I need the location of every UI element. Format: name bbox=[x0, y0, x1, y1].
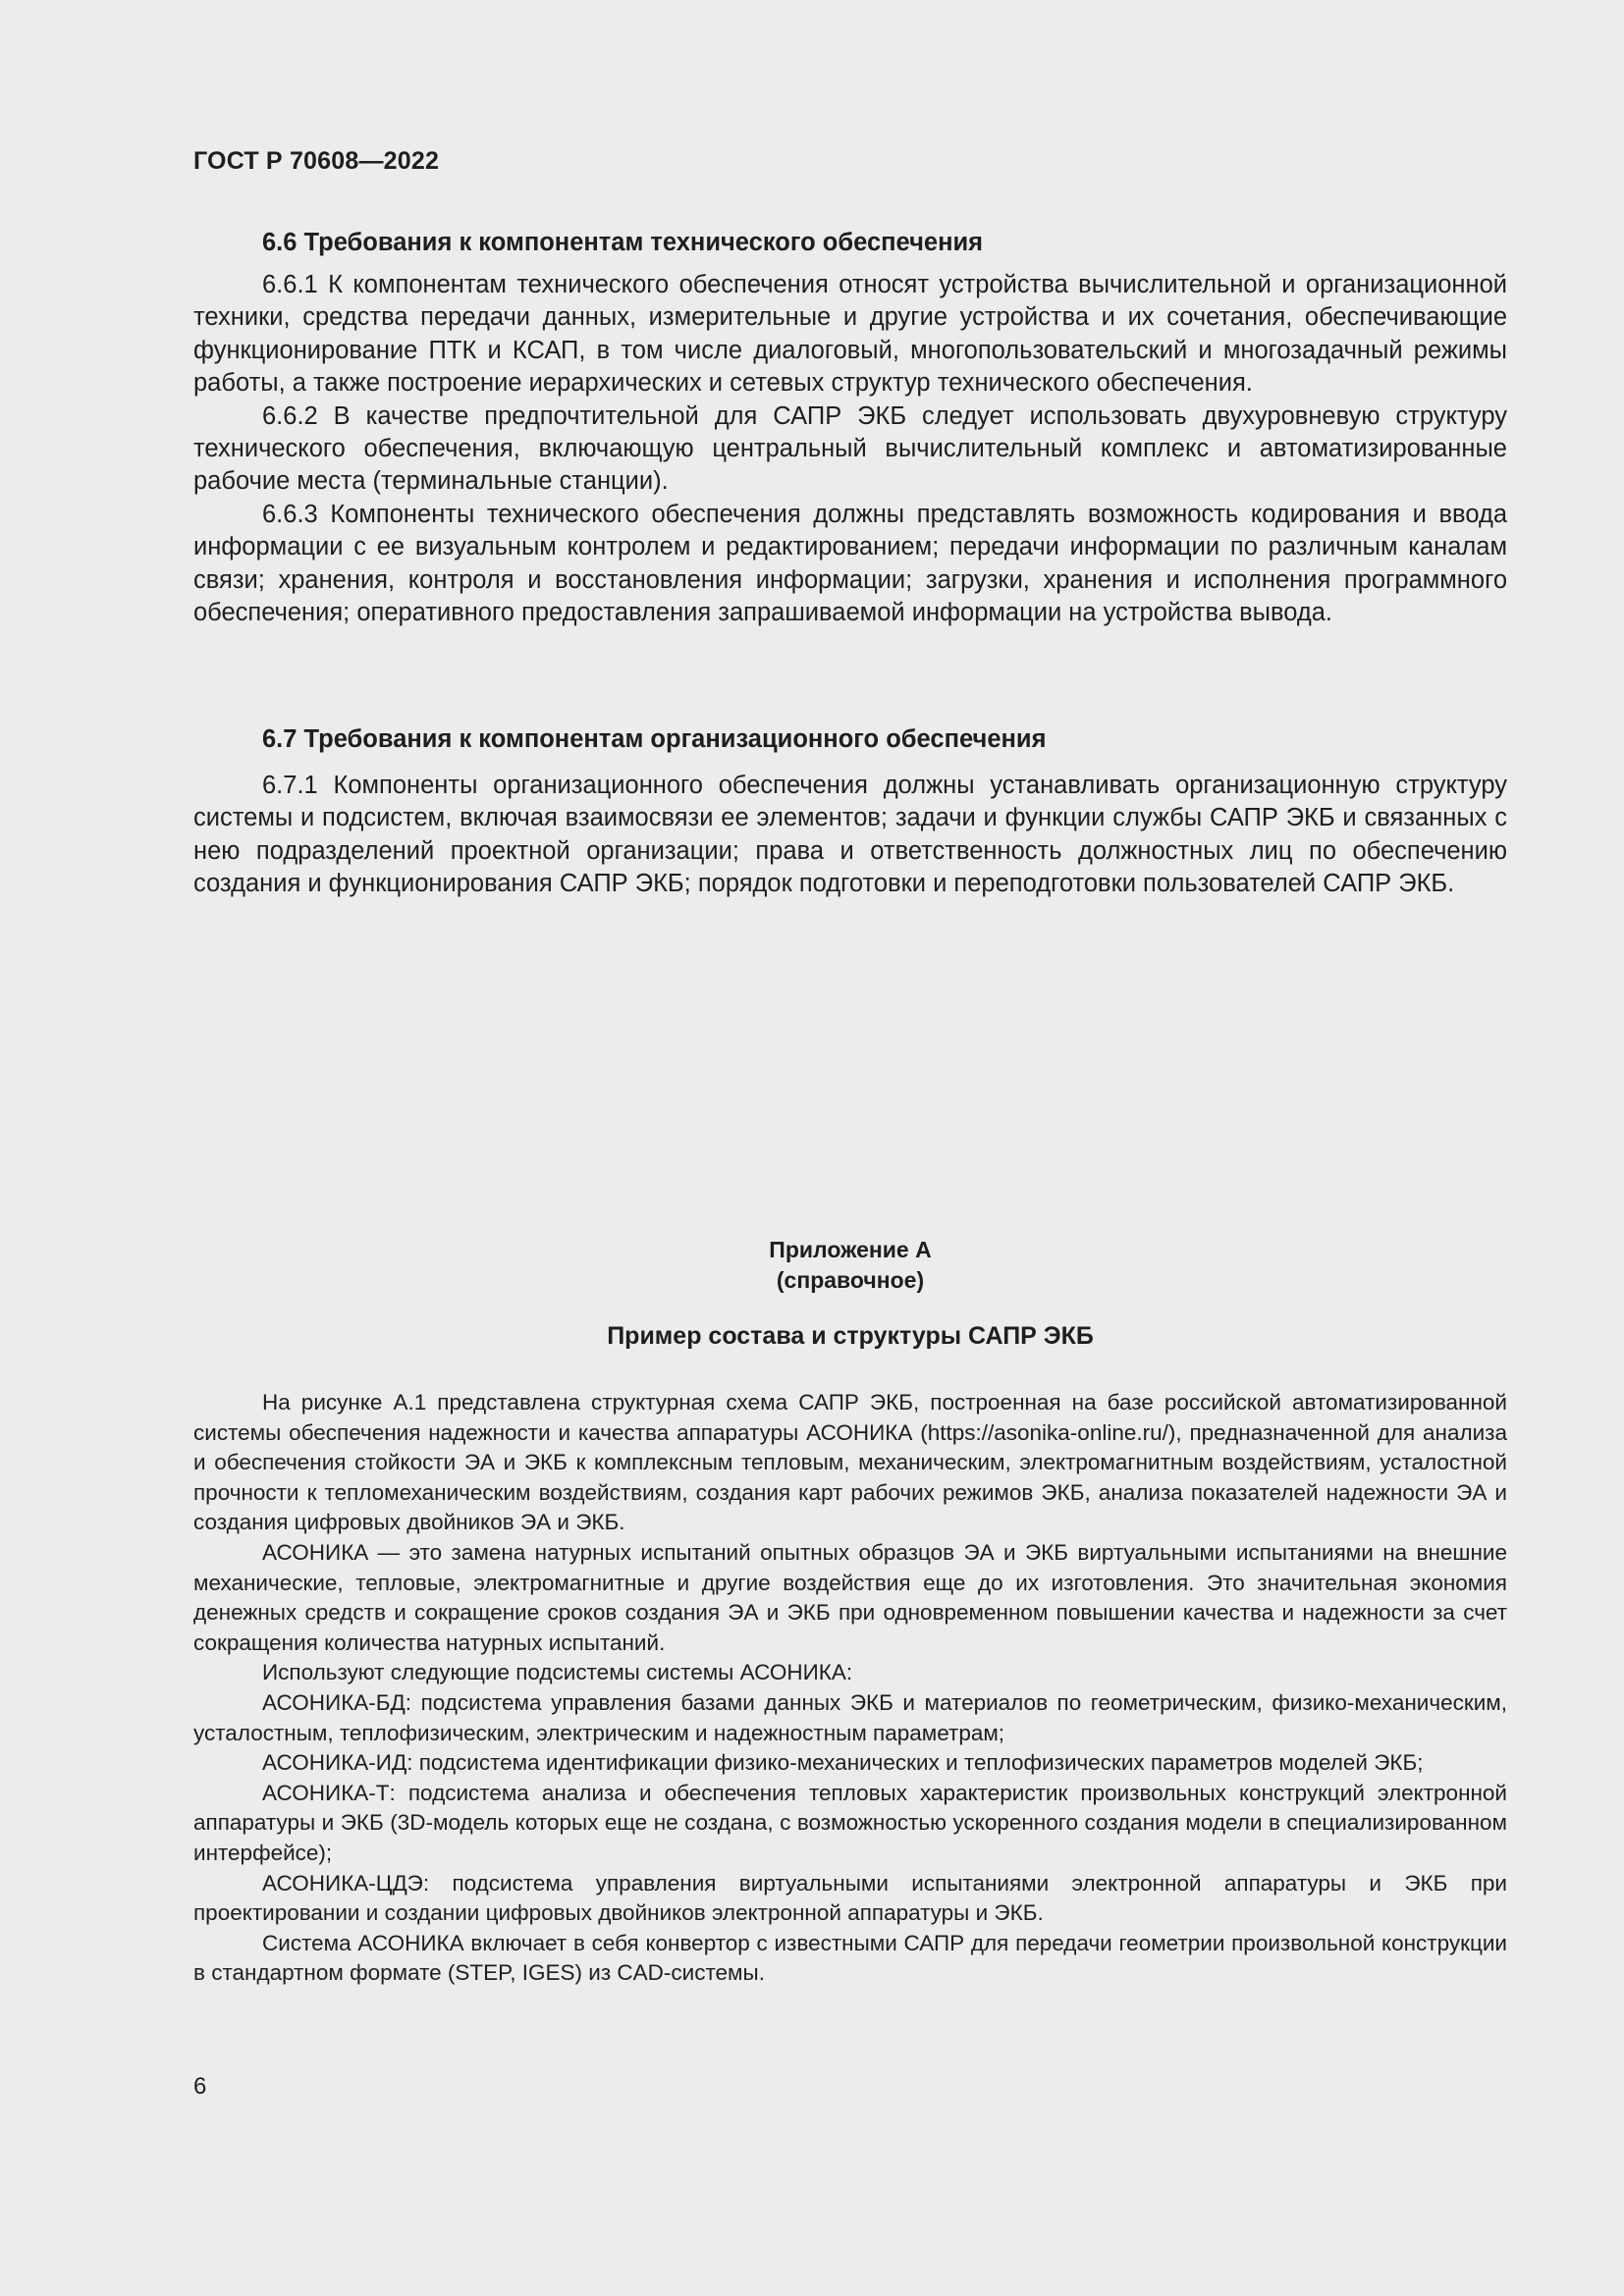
section-6-7 bbox=[193, 722, 1507, 901]
paragraph: 6.6.3 Компоненты технического обеспечения должны представлять возможность кодирования и ввода информации с ее визуальным контролем и редактированием; передачи информации по различным каналам связи; хранения, контроля и восстановления информации; загрузки, хранения и исполнения программного обеспечения; оперативного предоставления запрашиваемой информации на устройства вывода. bbox=[193, 500, 1507, 627]
appendix-body bbox=[193, 1388, 1507, 1989]
section-title: 6.6 Требования к компонентам технического обеспечения bbox=[262, 229, 984, 256]
paragraph: АСОНИКА — это замена натурных испытаний опытных образцов ЭА и ЭКБ виртуальными испытаниями на внешние механические, тепловые, электромагнитные и другие воздействия еще до их изготовления. Это значительная экономия денежных средств и сокращение сроков создания ЭА и ЭКБ при одновременном повышении качества и надежности за счет сокращения количества натурных испытаний. bbox=[193, 1539, 1507, 1655]
appendix-type: (справочное) bbox=[776, 1267, 925, 1293]
paragraph: АСОНИКА-ИД: подсистема идентификации физико-механических и теплофизических параметров моделей ЭКБ; bbox=[262, 1750, 1424, 1776]
appendix-heading bbox=[193, 1235, 1507, 1353]
paragraph: АСОНИКА-ЦДЭ: подсистема управления виртуальными испытаниями электронной аппаратуры и ЭКБ при проектировании и создании цифровых двойников электронной аппаратуры и ЭКБ. bbox=[193, 1870, 1507, 1926]
section-6-6 bbox=[193, 226, 1507, 629]
paragraph: 6.6.2 В качестве предпочтительной для САПР ЭКБ следует использовать двухуровневую структуру технического обеспечения, включающую центральный вычислительный комплекс и автоматизированные рабочие места (терминальные станции). bbox=[193, 401, 1507, 496]
paragraph: Используют следующие подсистемы системы АСОНИКА: bbox=[262, 1660, 853, 1685]
paragraph: АСОНИКА-БД: подсистема управления базами данных ЭКБ и материалов по геометрическим, физико-механическим, усталостным, теплофизическим, электрическим и надежностным параметрам; bbox=[193, 1689, 1507, 1745]
appendix-label: Приложение А bbox=[769, 1237, 932, 1262]
document-code-header: ГОСТ Р 70608—2022 bbox=[193, 147, 440, 175]
section-title: 6.7 Требования к компонентам организационного обеспечения bbox=[262, 725, 1047, 753]
paragraph: Система АСОНИКА включает в себя конвертор с известными САПР для передачи геометрии произвольной конструкции в стандартном формате (STEP, IGES) из CAD-системы. bbox=[193, 1930, 1507, 1986]
paragraph: На рисунке А.1 представлена структурная схема САПР ЭКБ, построенная на базе российской автоматизированной системы обеспечения надежности и качества аппаратуры АСОНИКА (https://asonika-online.ru/), предназначенной для анализа и обеспечения стойкости ЭА и ЭКБ к комплексным тепловым, механическим, электромагнитным воздействиям, усталостной прочности к тепломеханическим воздействиям, создания карт рабочих режимов ЭКБ, анализа показателей надежности ЭА и создания цифровых двойников ЭА и ЭКБ. bbox=[193, 1390, 1507, 1535]
page-number: 6 bbox=[193, 2073, 207, 2100]
paragraph: 6.7.1 Компоненты организационного обеспечения должны устанавливать организационную структуру системы и подсистем, включая взаимосвязи ее элементов; задачи и функции службы САПР ЭКБ и связанных с нею подразделений проектной организации; права и ответственность должностных лиц по обеспечению создания и функционирования САПР ЭКБ; порядок подготовки и переподготовки пользователей САПР ЭКБ. bbox=[193, 772, 1507, 898]
appendix-title: Пример состава и структуры САПР ЭКБ bbox=[607, 1322, 1094, 1350]
paragraph: АСОНИКА-Т: подсистема анализа и обеспечения тепловых характеристик произвольных конструкций электронной аппаратуры и ЭКБ (3D-модель которых еще не создана, с возможностью ускоренного создания модели в специализированном интерфейсе); bbox=[193, 1780, 1507, 1865]
paragraph: 6.6.1 К компонентам технического обеспечения относят устройства вычислительной и организационной техники, средства передачи данных, измерительные и другие устройства и их сочетания, обеспечивающие функционирование ПТК и КСАП, в том числе диалоговый, многопользовательский и многозадачный режимы работы, а также построение иерархических и сетевых структур технического обеспечения. bbox=[193, 271, 1507, 398]
